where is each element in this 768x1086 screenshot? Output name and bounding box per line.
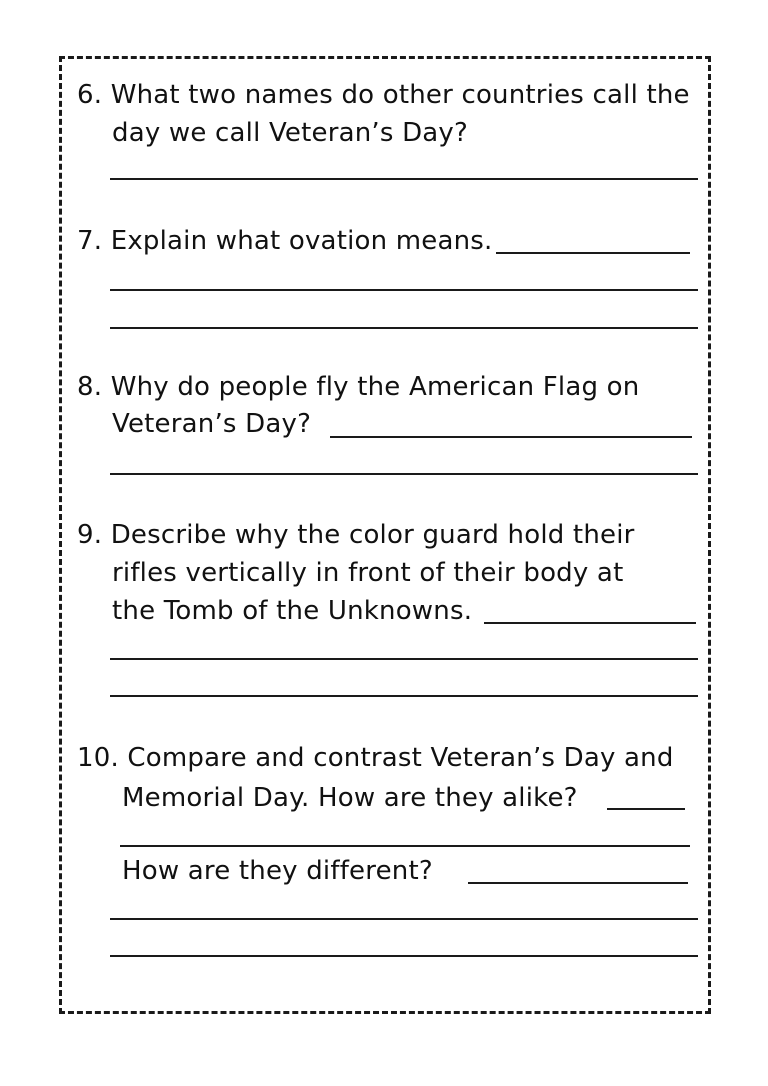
question-9-text-1: Describe why the color guard hold their (110, 520, 635, 550)
answer-line-10-different-inline[interactable] (468, 882, 688, 884)
answer-line-7b[interactable] (110, 327, 698, 329)
question-7-text-1: Explain what ovation means. (110, 226, 493, 256)
question-10-number: 10. (77, 743, 119, 773)
answer-line-10b[interactable] (110, 955, 698, 957)
answer-line-7-inline[interactable] (496, 252, 690, 254)
answer-line-9-inline[interactable] (484, 622, 696, 624)
question-8-line-1 (77, 370, 639, 404)
question-10-text-3: How are they different? (122, 856, 433, 886)
question-6-text-2: day we call Veteran’s Day? (112, 118, 469, 148)
answer-line-10a[interactable] (110, 918, 698, 920)
question-10-text-1: Compare and contrast Veteran’s Day and (127, 743, 674, 773)
question-9-number: 9. (77, 520, 103, 550)
answer-line-8-inline[interactable] (330, 436, 692, 438)
question-7-line-1 (77, 224, 493, 258)
question-8-text-2: Veteran’s Day? (112, 409, 312, 439)
question-6-line-1 (77, 78, 690, 112)
answer-line-8a[interactable] (110, 473, 698, 475)
question-10-text-2: Memorial Day. How are they alike? (122, 783, 578, 813)
answer-line-6a[interactable] (110, 178, 698, 180)
question-9-text-2: rifles vertically in front of their body at (112, 558, 624, 588)
answer-line-10-alike-inline[interactable] (607, 808, 685, 810)
answer-line-7a[interactable] (110, 289, 698, 291)
answer-line-9b[interactable] (110, 695, 698, 697)
question-9-text-3: the Tomb of the Unknowns. (112, 596, 473, 626)
question-7-number: 7. (77, 226, 103, 256)
answer-line-9a[interactable] (110, 658, 698, 660)
question-6-text-1: What two names do other countries call the (110, 80, 690, 110)
answer-line-10-alike[interactable] (120, 845, 690, 847)
question-8-text-1: Why do people fly the American Flag on (110, 372, 640, 402)
question-9-line-1 (77, 518, 635, 552)
question-8-number: 8. (77, 372, 103, 402)
question-6-number: 6. (77, 80, 103, 110)
question-10-line-1 (77, 741, 674, 775)
